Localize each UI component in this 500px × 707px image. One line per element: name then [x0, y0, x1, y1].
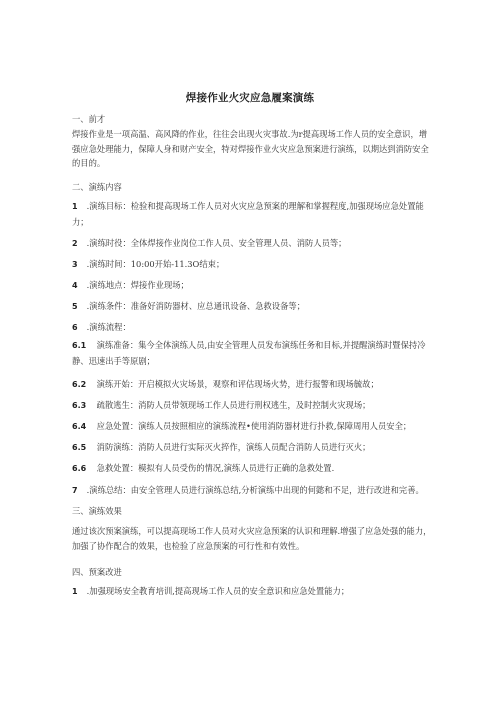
item-number: 6.3 [72, 401, 87, 410]
list-item [72, 483, 434, 499]
item-number: 2 [72, 239, 78, 248]
item-text: .演练目标：检验和提高现场工作人员对火灾应急预案的理解和掌握程度,加强现场应急处置能力； [72, 201, 424, 227]
item-text: .演练条件：准备好消防器材、应总通讯设备、急救设备等； [86, 301, 305, 311]
item-text: .加强现场安全教育培训,提高现场工作人员的安全意识和应急处置能力； [86, 586, 350, 596]
item-number: 6.5 [72, 443, 87, 452]
section-heading-preface: 一、前才 [72, 114, 106, 124]
list-item [72, 440, 434, 456]
list-item [72, 584, 434, 600]
section-heading-results: 三、演练效果 [72, 506, 122, 516]
item-text: 演练准备：集今全体演练人员,由安全管理人员发布演练任务和目标,并提醒演练时暨保持冷静、迅速出手等原剧； [72, 340, 426, 366]
item-number: 6.1 [72, 341, 87, 350]
preface-paragraph: 焊接作业是一项高温、高风降的作业，往往会出现火灾事故.为r提高现场工作人员的安全意识，增强应急处理能力，保障人身和财产安全，特对焊接作业火灾应急预案进行演练，以期达到消防安全的目的。 [72, 129, 429, 168]
list-item [72, 278, 434, 294]
item-text: .演练地点：焊接作业现场； [86, 280, 189, 290]
item-number: 6 [72, 323, 78, 332]
item-number: 1 [72, 587, 78, 596]
list-item [72, 338, 434, 368]
item-number: 4 [72, 281, 78, 290]
item-text: .演练时役：全体焊接作业岗位工作人员、安全管理人员、消防人员等； [86, 238, 347, 248]
list-item [72, 257, 434, 273]
item-text: 疏散逃生：消防人员带领现场工作人员进行刑权逃生，及时控制火灾现场； [96, 400, 371, 410]
item-text: .演练流程： [86, 322, 131, 332]
item-number: 5 [72, 302, 78, 311]
item-text: .演练时间：10:00开始-11.3O结束； [86, 259, 225, 269]
item-text: 应急处置：演练人员按照相应的演练流程•使用消防器材进行扑救,保障周用人员安全； [96, 421, 412, 431]
list-item [72, 398, 434, 414]
list-item [72, 419, 434, 435]
item-text: .演练总结：由安全管理人员进行演练总结,分析演练中出现的何懿和不足，进行改进和完善。 [86, 485, 424, 495]
list-item [72, 299, 434, 315]
item-number: 6.2 [72, 380, 87, 389]
document-title: 焊接作业火灾应急履案演练 [185, 92, 315, 104]
section-heading-improvement: 四、预案改进 [72, 567, 122, 577]
list-item [72, 199, 434, 229]
list-item [72, 377, 434, 393]
item-number: 6.6 [72, 464, 87, 473]
list-item [72, 236, 434, 252]
list-item [72, 320, 434, 336]
section-heading-content: 二、演练内容 [72, 182, 122, 192]
list-item [72, 461, 434, 477]
item-number: 6.4 [72, 422, 87, 431]
item-text: 消防演练：消防人员进行实际灭火捽作，演练人员配合消防人员进行灭火； [96, 442, 371, 452]
item-number: 1 [72, 202, 78, 211]
item-number: 3 [72, 260, 78, 269]
item-number: 7 [72, 486, 78, 495]
item-text: 演练开始：开启模拟火灾场景，观察和评估现场火势，进行报警和现场毓故； [96, 379, 379, 389]
results-paragraph: 通过该次预案演练，可以提高现场工作人员对火灾应急预案的认识和理解.增强了应急处强的能力，加强了协作配合的效果，也检验了应急预案的可行性和有效性。 [72, 526, 432, 551]
item-text: 急救处置：模拟有人员受伤的情况,演练人员进行正确的急救处置. [96, 463, 335, 473]
